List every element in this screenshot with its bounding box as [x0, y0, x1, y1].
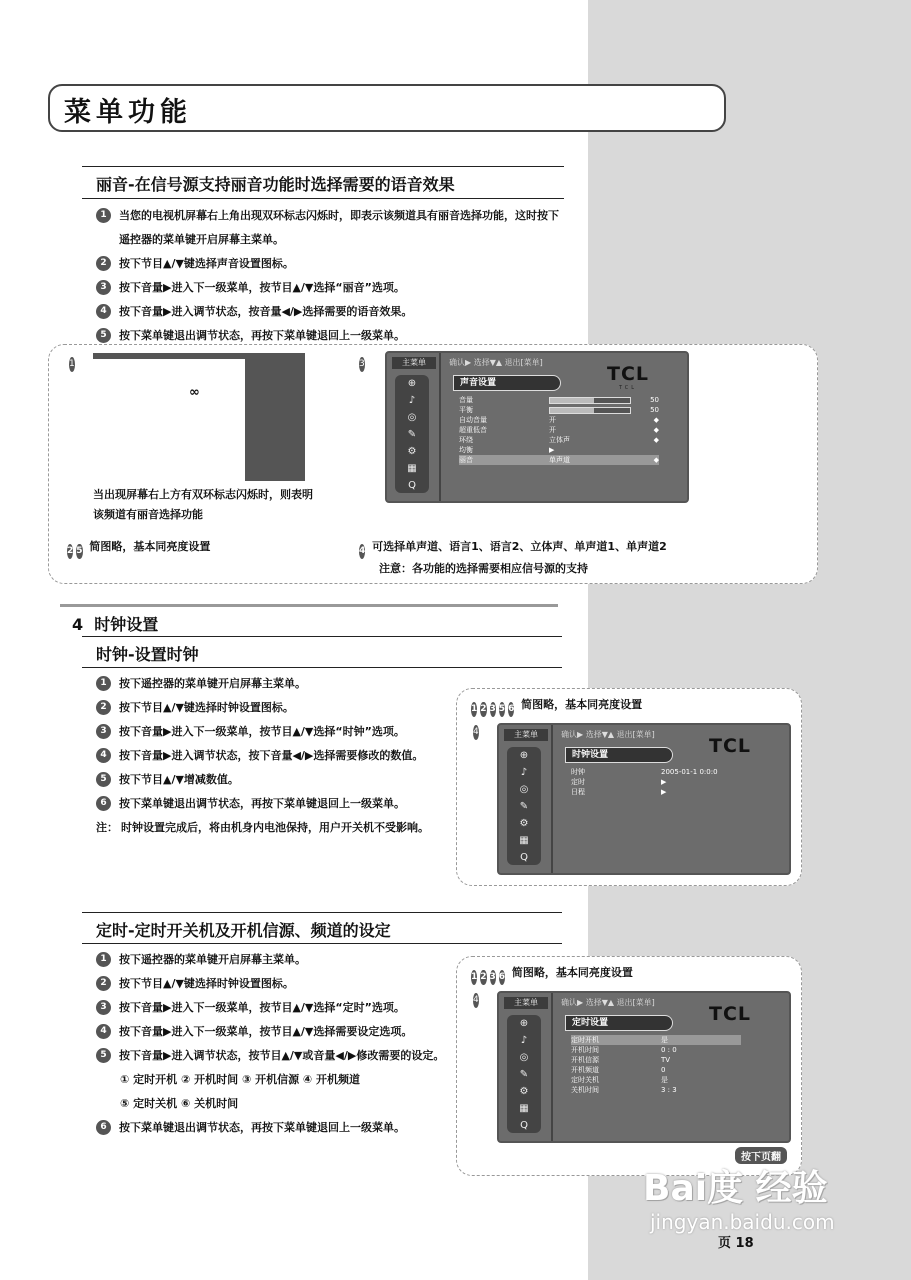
step-text: 当您的电视机屏幕右上角出现双环标志闪烁时，即表示该频道具有丽音选择功能，这时按下遥控器的菜单键开启屏幕主菜单。	[119, 209, 559, 246]
note-label: 注：	[96, 821, 118, 834]
clock-icon[interactable]: ◎	[519, 784, 529, 795]
step-number: 3	[96, 1000, 111, 1015]
menu-row[interactable]	[571, 1065, 741, 1075]
step-text: 按下菜单键退出调节状态，再按下菜单键退回上一级菜单。	[119, 1121, 405, 1134]
step-text: 按下菜单键退出调节状态，再按下菜单键退回上一级菜单。	[119, 797, 405, 810]
logo-subtext: TCL	[618, 385, 638, 391]
timer-sub-options: ① 定时开机 ② 开机时间 ③ 开机信源 ④ 开机频道	[120, 1073, 361, 1086]
row-marker: ◆	[653, 456, 659, 464]
clock-figure-panel	[456, 688, 802, 886]
clock-icon[interactable]: ◎	[519, 1052, 529, 1063]
step-item	[96, 1020, 446, 1044]
figure-number: 1	[69, 357, 75, 372]
step-text: 按下音量▶进入调节状态，按音量◀/▶选择需要的语音效果。	[119, 305, 413, 318]
menu-row[interactable]	[459, 445, 659, 455]
step-number: 5	[76, 544, 82, 559]
menu-row[interactable]	[571, 1075, 741, 1085]
clock-panel-caption	[471, 695, 642, 717]
step-item	[96, 996, 446, 1020]
section-number: 4	[72, 615, 84, 634]
section-heading-clock: 时钟-设置时钟	[96, 645, 199, 664]
audio-steps	[96, 204, 566, 348]
menu-breadcrumb: 确认▶ 选择▼▲ 退出[菜单]	[449, 358, 543, 367]
step-number: 3	[96, 280, 111, 295]
menu-row[interactable]	[459, 425, 659, 435]
fig1-caption: 当出现屏幕右上方有双环标志闪烁时，则表明该频道有丽音选择功能	[93, 488, 313, 521]
step-item	[96, 948, 446, 972]
row-value: 立体声	[549, 436, 570, 444]
step-number: 4	[359, 544, 365, 559]
step-number: 5	[96, 1048, 111, 1063]
row-value: ▶	[661, 778, 667, 786]
step-number: 1	[96, 676, 111, 691]
menu-rows	[571, 1035, 741, 1095]
sound-icon[interactable]: ♪	[520, 1035, 528, 1046]
settings-icon[interactable]: ⚙	[519, 1086, 529, 1097]
clock-steps	[96, 672, 446, 840]
row-value: 单声道	[549, 456, 570, 464]
menu-panel-title: 时钟设置	[565, 747, 673, 763]
row-marker: ◆	[653, 426, 659, 434]
page-title: 菜单功能	[64, 97, 192, 128]
slider-fill	[550, 408, 594, 413]
menu-separator	[551, 725, 553, 873]
row-label: 超重低音	[459, 426, 487, 434]
figure-number: 3	[359, 357, 365, 372]
step-text: 按下遥控器的菜单键开启屏幕主菜单。	[119, 677, 306, 690]
step-number: 3	[490, 702, 496, 717]
page-turn-flag[interactable]: 按下页翻	[735, 1147, 787, 1164]
timer-figure-panel	[456, 956, 802, 1176]
row-value: ▶	[661, 788, 667, 796]
row-marker: ◆	[653, 436, 659, 444]
divider	[82, 667, 562, 668]
note-text: 时钟设置完成后，将由机身内电池保持，用户开关机不受影响。	[121, 821, 429, 834]
row-value: 50	[650, 396, 659, 404]
sound-icon[interactable]: ♪	[408, 395, 416, 406]
row-value: 开	[549, 416, 556, 424]
tools-icon[interactable]: ✎	[407, 429, 417, 440]
note-text: 注意：各功能的选择需要相应信号源的支持	[379, 562, 588, 575]
step-item	[96, 300, 566, 324]
row-label: 日程	[571, 788, 585, 796]
step-number: 2	[480, 702, 486, 717]
step-number: 1	[96, 952, 111, 967]
picture-icon[interactable]: ⊕	[519, 750, 529, 761]
step-item	[96, 1116, 446, 1140]
menu-label: 主菜单	[504, 729, 548, 741]
menu-icon-strip	[507, 1015, 541, 1133]
picture-icon[interactable]: ⊕	[407, 378, 417, 389]
step-text: 按下音量▶进入调节状态，按下音量◀/▶选择需要修改的数值。	[119, 749, 424, 762]
menu-breadcrumb: 确认▶ 选择▼▲ 退出[菜单]	[561, 998, 655, 1007]
divider	[82, 166, 564, 167]
step-item	[96, 672, 446, 696]
step-number: 6	[508, 702, 514, 717]
tcl-logo: TCL	[708, 735, 751, 757]
section-heading-audio: 丽音-在信号源支持丽音功能时选择需要的语音效果	[96, 175, 455, 194]
row-value: 是	[661, 1036, 668, 1044]
step-text: 按下音量▶进入下一级菜单，按节目▲/▼选择需要设定选项。	[119, 1025, 413, 1038]
step-number: 2	[96, 256, 111, 271]
divider	[82, 943, 562, 944]
tcl-logo: TCL	[708, 1003, 751, 1025]
menu-row[interactable]	[571, 767, 771, 777]
row-value: 开	[549, 426, 556, 434]
timer-settings-menu	[497, 991, 791, 1143]
note-text: 简图略，基本同亮度设置	[89, 540, 211, 553]
row-value: 是	[661, 1076, 668, 1084]
step-text: 按下音量▶进入下一级菜单，按节目▲/▼选择“丽音”选项。	[119, 281, 405, 294]
note-step-4	[359, 537, 799, 579]
menu-row[interactable]	[571, 1055, 741, 1065]
step-item	[96, 276, 566, 300]
step-item	[96, 768, 446, 792]
logo-text: TCL	[606, 363, 649, 385]
menu-row[interactable]	[571, 777, 771, 787]
step-number: 1	[471, 702, 477, 717]
channel-icon[interactable]: ▦	[519, 1103, 529, 1114]
step-text: 按下节目▲/▼键选择时钟设置图标。	[119, 977, 294, 990]
menu-rows	[459, 395, 659, 465]
tools-icon[interactable]: ✎	[519, 1069, 529, 1080]
row-value: ▶	[549, 446, 555, 454]
menu-row[interactable]	[571, 787, 771, 797]
note-text: 可选择单声道、语言1、语言2、立体声、单声道1、单声道2	[372, 540, 667, 553]
step-number: 5	[96, 328, 111, 343]
search-icon[interactable]: Q	[408, 480, 416, 491]
step-number: 6	[96, 1120, 111, 1135]
tv-screen-illustration	[93, 353, 305, 481]
menu-separator	[439, 353, 441, 501]
step-text: 按下音量▶进入下一级菜单，按节目▲/▼选择“定时”选项。	[119, 1001, 405, 1014]
step-item	[96, 204, 566, 252]
menu-rows	[571, 767, 771, 797]
menu-label: 主菜单	[392, 357, 436, 369]
clock-icon[interactable]: ◎	[407, 412, 417, 423]
menu-row[interactable]	[459, 395, 659, 405]
row-label: 定时开机	[571, 1036, 599, 1044]
row-label: 关机时间	[571, 1086, 599, 1094]
step-text: 按下节目▲/▼键选择声音设置图标。	[119, 257, 294, 270]
note-steps-2-5	[67, 537, 210, 559]
note-item	[96, 816, 446, 840]
step-text: 按下节目▲/▼键选择时钟设置图标。	[119, 701, 294, 714]
volume-slider[interactable]	[549, 397, 631, 404]
row-value: 0 : 0	[661, 1046, 677, 1054]
step-text: 按下音量▶进入调节状态，按节目▲/▼或音量◀/▶修改需要的设定。	[119, 1049, 445, 1062]
row-label: 丽音	[459, 456, 473, 464]
row-label: 开机信源	[571, 1056, 599, 1064]
step-item	[96, 792, 446, 816]
step-number: 5	[96, 772, 111, 787]
search-icon[interactable]: Q	[520, 852, 528, 863]
section-heading-timer: 定时-定时开关机及开机信源、频道的设定	[96, 921, 391, 940]
step-text: 按下音量▶进入下一级菜单，按节目▲/▼选择“时钟”选项。	[119, 725, 405, 738]
row-label: 平衡	[459, 406, 473, 414]
page-number: 页 18	[718, 1236, 754, 1251]
step-number: 6	[96, 796, 111, 811]
divider	[82, 912, 562, 913]
menu-row-selected[interactable]	[571, 1035, 741, 1045]
step-number: 4	[96, 304, 111, 319]
slider-fill	[550, 398, 594, 403]
menu-panel-title: 定时设置	[565, 1015, 673, 1031]
menu-row[interactable]	[459, 405, 659, 415]
row-value: 50	[650, 406, 659, 414]
step-item	[96, 696, 446, 720]
menu-label: 主菜单	[504, 997, 548, 1009]
settings-icon[interactable]: ⚙	[407, 446, 417, 457]
clock-section-title	[72, 612, 158, 635]
step-number: 4	[96, 748, 111, 763]
caption-text: 简图略，基本同亮度设置	[521, 698, 643, 711]
row-label: 定时	[571, 778, 585, 786]
clock-settings-menu	[497, 723, 791, 875]
baidu-watermark-url: jingyan.baidu.com	[650, 1210, 835, 1234]
row-value: 0	[661, 1066, 666, 1074]
step-number: 2	[480, 970, 486, 985]
sound-settings-menu	[385, 351, 689, 503]
step-number: 1	[96, 208, 111, 223]
tcl-logo	[607, 363, 649, 391]
caption-text: 简图略，基本同亮度设置	[511, 966, 633, 979]
step-item	[96, 252, 566, 276]
row-label: 自动音量	[459, 416, 487, 424]
channel-icon[interactable]: ▦	[407, 463, 417, 474]
step-number: 1	[471, 970, 477, 985]
step-item	[96, 972, 446, 996]
row-value: 2005-01-1 0:0:0	[661, 768, 718, 776]
row-label: 时钟	[571, 768, 585, 776]
menu-breadcrumb: 确认▶ 选择▼▲ 退出[菜单]	[561, 730, 655, 739]
divider-thick	[60, 604, 558, 607]
balance-slider[interactable]	[549, 407, 631, 414]
step-text: 按下菜单键退出调节状态，再按下菜单键退回上一级菜单。	[119, 329, 405, 342]
row-label: 开机时间	[571, 1046, 599, 1054]
section-title: 时钟设置	[94, 615, 159, 634]
settings-icon[interactable]: ⚙	[519, 818, 529, 829]
row-value: TV	[661, 1056, 671, 1064]
menu-icon-strip	[507, 747, 541, 865]
step-number: 3	[490, 970, 496, 985]
step-item	[96, 1044, 446, 1068]
menu-icon-strip	[395, 375, 429, 493]
timer-sub-options: ⑤ 定时关机 ⑥ 关机时间	[120, 1097, 239, 1110]
timer-panel-caption	[471, 963, 633, 985]
page-title-box	[48, 84, 726, 132]
divider	[82, 198, 564, 199]
figure-number: 4	[473, 993, 479, 1008]
step-number: 3	[96, 724, 111, 739]
row-value: 3 : 3	[661, 1086, 677, 1094]
menu-row[interactable]	[571, 1045, 741, 1055]
tv-screen-side	[245, 359, 305, 481]
menu-row[interactable]	[459, 435, 659, 445]
baidu-watermark: Bai度 经验	[643, 1168, 828, 1209]
step-number: 2	[67, 544, 73, 559]
picture-icon[interactable]: ⊕	[519, 1018, 529, 1029]
menu-panel-title: 声音设置	[453, 375, 561, 391]
step-number: 5	[499, 702, 505, 717]
search-icon[interactable]: Q	[520, 1120, 528, 1131]
channel-icon[interactable]: ▦	[519, 835, 529, 846]
menu-row[interactable]	[459, 415, 659, 425]
step-text: 按下节目▲/▼增减数值。	[119, 773, 239, 786]
step-item	[96, 744, 446, 768]
nicam-double-ring-icon: ∞	[189, 385, 200, 400]
audio-figure-panel	[48, 344, 818, 584]
tools-icon[interactable]: ✎	[519, 801, 529, 812]
figure-number: 4	[473, 725, 479, 740]
timer-steps	[96, 948, 446, 1140]
step-number: 2	[96, 700, 111, 715]
row-label: 音量	[459, 396, 473, 404]
menu-separator	[551, 993, 553, 1141]
menu-row[interactable]	[571, 1085, 741, 1095]
step-number: 6	[499, 970, 505, 985]
menu-row-selected[interactable]	[459, 455, 659, 465]
sound-icon[interactable]: ♪	[520, 767, 528, 778]
row-label: 环绕	[459, 436, 473, 444]
step-number: 4	[96, 1024, 111, 1039]
divider	[82, 636, 562, 637]
step-text: 按下遥控器的菜单键开启屏幕主菜单。	[119, 953, 306, 966]
row-marker: ◆	[653, 416, 659, 424]
row-label: 均衡	[459, 446, 473, 454]
row-label: 开机频道	[571, 1066, 599, 1074]
row-label: 定时关机	[571, 1076, 599, 1084]
step-number: 2	[96, 976, 111, 991]
step-item	[96, 720, 446, 744]
